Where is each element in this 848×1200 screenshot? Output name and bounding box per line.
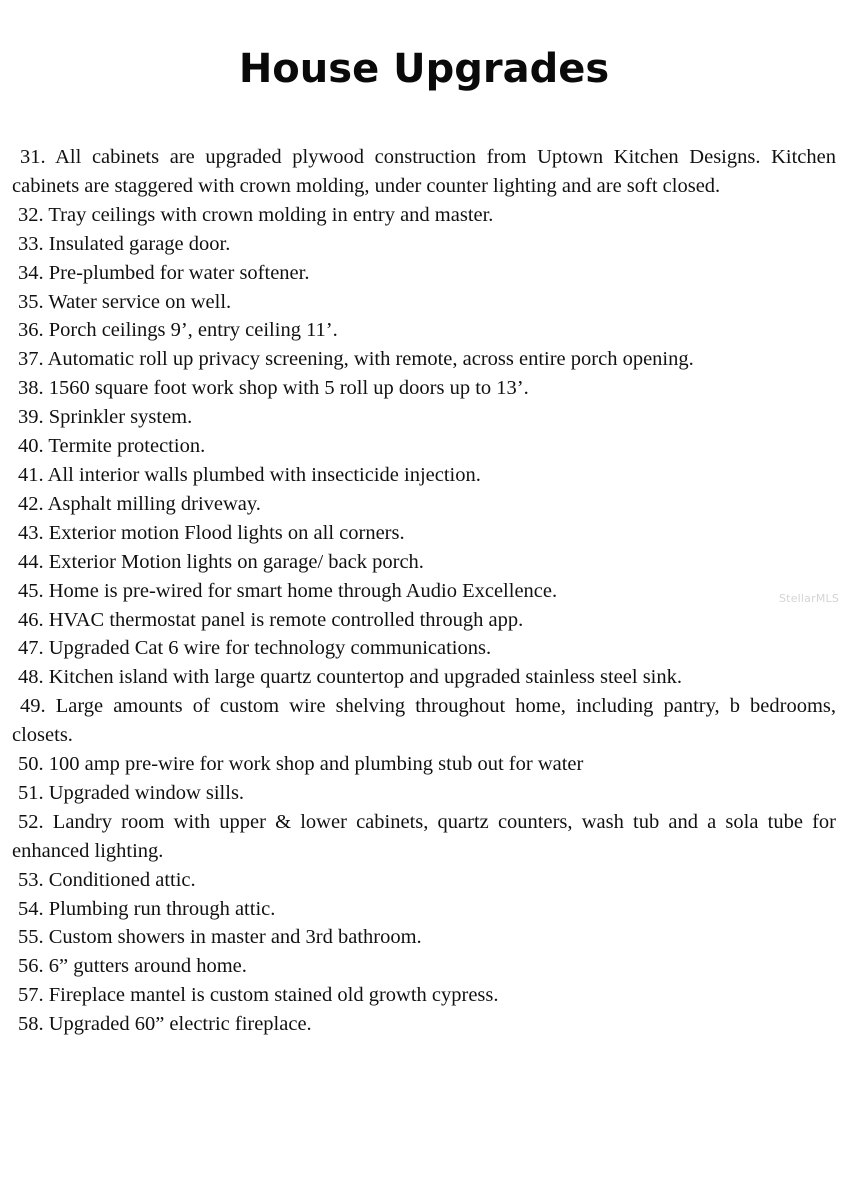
list-item: 47. Upgraded Cat 6 wire for technology communications. xyxy=(18,637,492,660)
list-item: 57. Fireplace mantel is custom stained old growth cypress. xyxy=(18,984,499,1007)
page-title: House Upgrades xyxy=(238,46,610,92)
list-item: 56. 6” gutters around home. xyxy=(18,955,247,978)
list-item: 46. HVAC thermostat panel is remote controlled through app. xyxy=(18,608,524,631)
list-item: 35. Water service on well. xyxy=(18,290,232,313)
list-item: 32. Tray ceilings with crown molding in entry and master. xyxy=(18,203,494,226)
list-item: 52. Landry room with upper & lower cabinets, quartz counters, wash tub and a sola tube for enhanced lighting. xyxy=(12,810,836,862)
list-item: 43. Exterior motion Flood lights on all corners. xyxy=(18,521,405,544)
list-item: 55. Custom showers in master and 3rd bathroom. xyxy=(18,926,422,949)
list-item: 54. Plumbing run through attic. xyxy=(18,897,276,920)
list-item: 40. Termite protection. xyxy=(18,435,206,458)
list-item: 37. Automatic roll up privacy screening, with remote, across entire porch opening. xyxy=(18,348,694,371)
list-item: 58. Upgraded 60” electric fireplace. xyxy=(18,1013,312,1036)
watermark: StellarMLS xyxy=(779,592,840,605)
list-item: 44. Exterior Motion lights on garage/ back porch. xyxy=(18,550,424,573)
list-item: 48. Kitchen island with large quartz countertop and upgraded stainless steel sink. xyxy=(18,666,682,689)
list-item: 41. All interior walls plumbed with insecticide injection. xyxy=(18,463,481,486)
list-item: 50. 100 amp pre-wire for work shop and plumbing stub out for water xyxy=(18,753,584,776)
list-item: 31. All cabinets are upgraded plywood construction from Uptown Kitchen Designs. Kitchen cabinets are staggered with crown molding, under counter lighting and are soft closed. xyxy=(12,146,836,197)
list-item: 36. Porch ceilings 9’, entry ceiling 11’. xyxy=(18,319,338,342)
list-item: 38. 1560 square foot work shop with 5 roll up doors up to 13’. xyxy=(18,377,529,400)
list-item: 51. Upgraded window sills. xyxy=(18,781,245,804)
list-item: 39. Sprinkler system. xyxy=(18,406,193,429)
list-item: 53. Conditioned attic. xyxy=(18,868,196,891)
list-item: 42. Asphalt milling driveway. xyxy=(18,492,261,515)
upgrades-list xyxy=(12,143,836,1039)
list-item: 45. Home is pre-wired for smart home through Audio Excellence. xyxy=(18,579,558,602)
list-item: 33. Insulated garage door. xyxy=(18,232,231,255)
list-item: 49. Large amounts of custom wire shelving throughout home, including pantry, b bedrooms, closets. xyxy=(12,695,836,747)
list-item: 34. Pre-plumbed for water softener. xyxy=(18,261,310,284)
